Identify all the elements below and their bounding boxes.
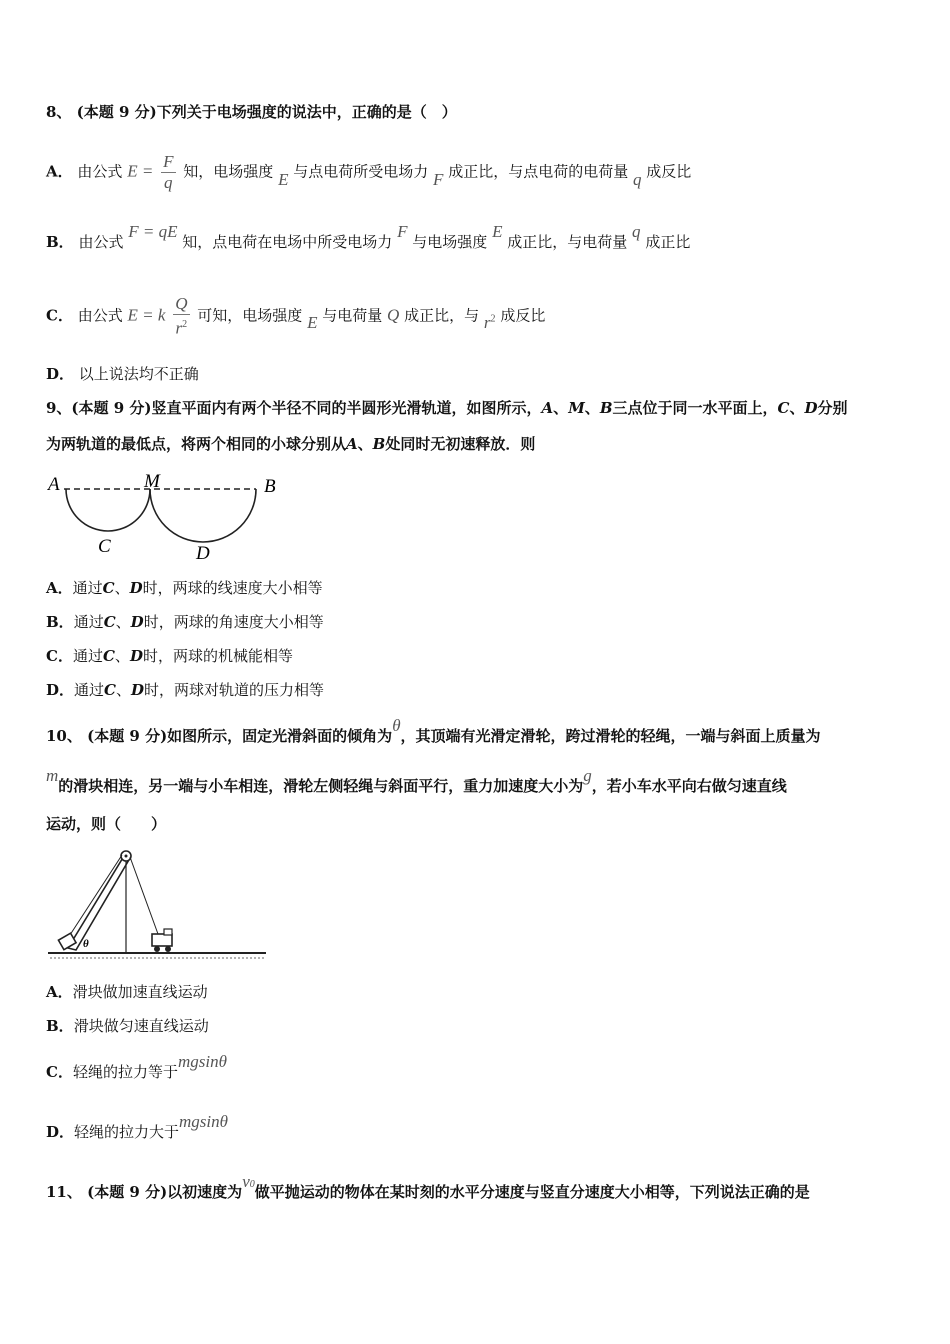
option-label: D． [46,365,75,383]
option-text: 成正比，与点电荷的电荷量 [448,162,629,181]
label-d: D [196,543,210,564]
q8-stem: 8、 (本题 9 分)下列关于电场强度的说法中，正确的是（ ） [46,103,457,121]
q8-option-a [46,152,691,193]
q8-option-c [46,294,545,339]
math-var: Q [387,305,400,325]
option-text: 由公式 [78,233,124,251]
q10-option-b: B．滑块做匀速直线运动 [46,1017,209,1035]
option-text: 以上说法均不正确 [78,365,199,383]
fraction-denominator: q [164,173,173,192]
q9-stem-line1: 9、(本题 9 分)竖直平面内有两个半径不同的半圆形光滑轨道，如图所示，A、M、B三点位于同一水平面上，C、D分别 [46,399,848,417]
option-text: 成反比 [500,306,546,325]
q8-option-b [46,222,691,252]
q9-option-b: B．通过C、D时，两球的角速度大小相等 [46,613,324,631]
option-text: 由公式 [77,162,123,181]
formula-lhs: E = [127,161,154,181]
q10-option-d: D．轻绳的拉力大于mgsinθ [46,1112,228,1141]
math-var: θ [392,716,401,735]
option-text: 由公式 [77,306,123,325]
option-text: 与点电荷所受电场力 [293,162,429,181]
math-var: q [633,169,642,189]
pulley-axle [125,855,128,858]
cart-body [152,934,172,946]
cart-wheel [165,946,171,952]
math-var: g [583,766,592,785]
option-label: C． [46,306,73,325]
q9-option-d: D．通过C、D时，两球对轨道的压力相等 [46,681,325,699]
formula-fraction [173,294,189,339]
label-m: M [144,471,160,492]
math-var: m [46,766,59,785]
large-semicircle-track [150,489,256,542]
label-c: C [98,536,111,557]
fraction-denominator: $r^2$ [175,318,188,338]
rope-right [130,857,158,934]
math-var: E [278,169,289,189]
formula: F = qE [128,222,178,241]
math-var: v0 [242,1172,255,1191]
formula: mgsinθ [177,1052,227,1071]
cart-cab [164,929,172,935]
label-b: B [264,476,276,497]
math-var: q [632,222,641,241]
option-text: 成反比 [646,162,692,181]
math-var: F [433,169,444,189]
fraction-numerator: F [163,152,174,171]
option-text: 成正比 [645,233,691,251]
option-label: A． [46,162,73,181]
q10-stem-line2: m的滑块相连，另一端与小车相连，滑轮左侧轻绳与斜面平行，重力加速度大小为g，若小车水平向右做匀速直线 [46,766,787,795]
q10-option-a: A．滑块做加速直线运动 [46,983,208,1001]
q10-stem-line1: 10、 (本题 9 分)如图所示，固定光滑斜面的倾角为θ，其顶端有光滑定滑轮，跨过滑轮的轻绳，一端与斜面上质量为 [46,716,821,745]
math-var: E [492,222,503,241]
cart-wheel [154,946,160,952]
q10-option-c: C．轻绳的拉力等于mgsinθ [46,1052,227,1081]
math-var: E [307,313,318,333]
q9-track-figure [44,468,294,568]
incline-board [68,856,130,950]
angle-label: θ [83,938,89,950]
q10-stem-line3: 运动，则（ ） [46,815,167,833]
option-text: 可知，电场强度 [197,306,303,325]
option-text: 知，点电荷在电场中所受电场力 [182,233,393,251]
option-label: B． [46,233,74,251]
math-var: $r^2$ [483,313,496,333]
q9-option-c: C．通过C、D时，两球的机械能相等 [46,647,293,665]
option-text: 成正比，与 [404,306,480,325]
q8-option-d [46,364,199,384]
formula: mgsinθ [179,1112,228,1131]
q11-stem: 11、 (本题 9 分)以初速度为v0做平抛运动的物体在某时刻的水平分速度与竖直分速度大小相等，下列说法正确的是 [46,1172,810,1201]
option-text: 成正比，与电荷量 [507,233,628,251]
q9-stem-line2: 为两轨道的最低点，将两个相同的小球分别从A、B处同时无初速释放．则 [46,435,536,453]
math-var: F [397,222,408,241]
q10-incline-figure [46,846,268,964]
q9-option-a: A．通过C、D时，两球的线速度大小相等 [46,579,323,597]
formula-lhs: E = k [127,305,166,325]
option-text: 与电荷量 [322,306,383,325]
formula-fraction [161,152,175,193]
option-text: 与电场强度 [412,233,488,251]
rope-left [68,855,122,938]
option-text: 知，电场强度 [183,162,274,181]
fraction-numerator: Q [175,294,188,313]
label-a: A [48,474,60,495]
small-semicircle-track [66,489,150,531]
